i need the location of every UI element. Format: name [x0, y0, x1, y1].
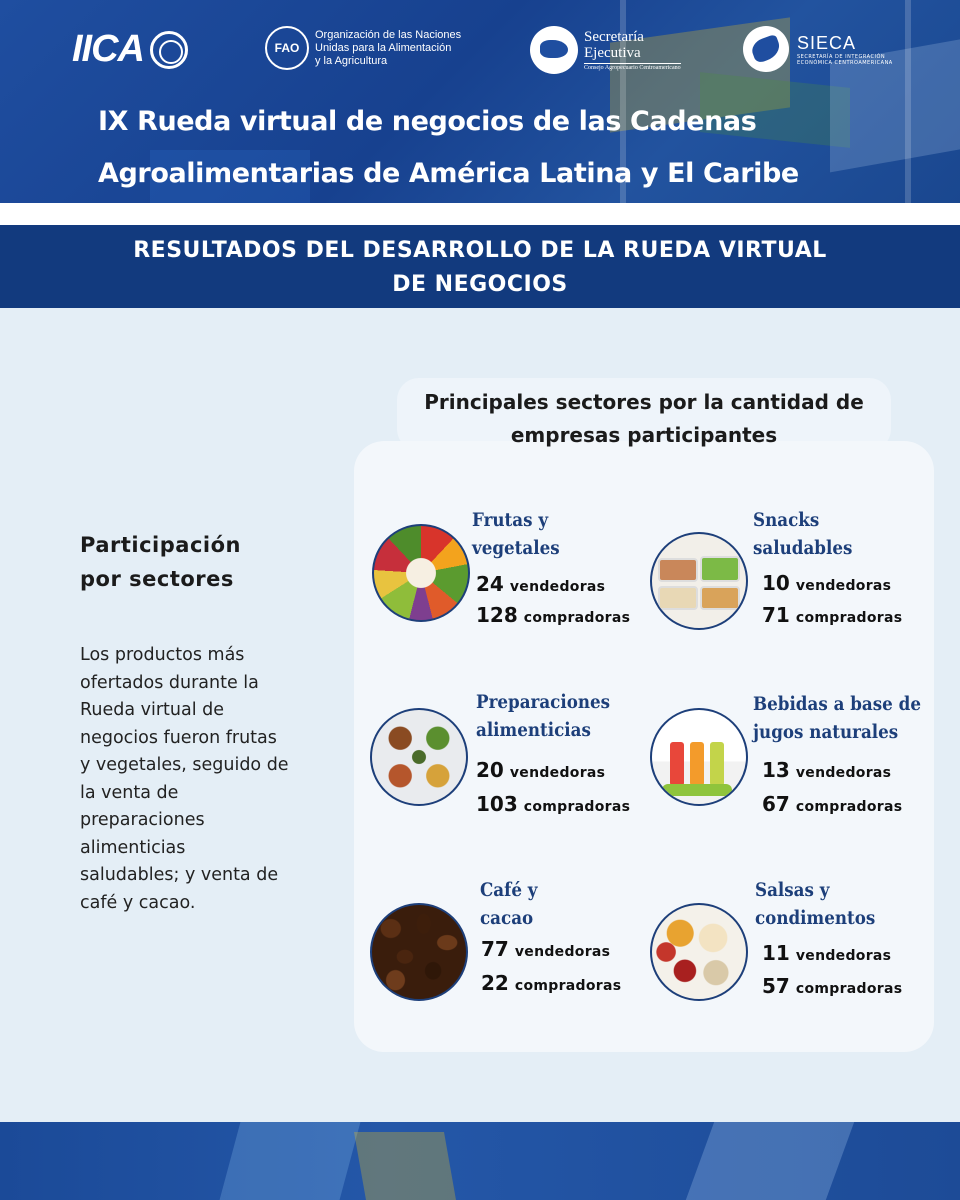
header-banner: [0, 0, 960, 203]
panel-title: Principales sectores por la cantidad de empresas participantes: [424, 390, 864, 447]
vendedoras-stat: 13 vendedoras: [762, 758, 892, 782]
iica-logo: IICA: [72, 28, 188, 71]
healthy-snacks-photo: [650, 532, 748, 630]
footer-banner: [0, 1122, 960, 1200]
compradoras-stat: 57 compradoras: [762, 974, 903, 998]
sector-name: Snacks saludables: [753, 509, 853, 559]
sector-name: Salsas y condimentos: [755, 879, 876, 929]
sector-name: Bebidas a base de jugos naturales: [753, 693, 921, 743]
flag-background-decoration: [220, 1122, 361, 1200]
divider-strip: [0, 203, 960, 225]
flag-background-decoration: [354, 1132, 456, 1200]
section-description: Los productos más ofertados durante la Rueda virtual de negocios fueron frutas y vegetales, seguido de la venta de preparaciones alimenticias saludables; y venta de café y cacao.: [80, 645, 289, 913]
section-header-bar: RESULTADOS DEL DESARROLLO DE LA RUEDA VIRTUAL DE NEGOCIOS: [0, 225, 960, 308]
vendedoras-stat: 10 vendedoras: [762, 571, 892, 595]
compradoras-stat: 67 compradoras: [762, 792, 903, 816]
sector-name: Frutas y vegetales: [472, 509, 560, 559]
fao-logo: FAO Organización de las Naciones Unidas para la Alimentación y la Agricultura: [265, 26, 461, 70]
compradoras-stat: 22 compradoras: [481, 971, 622, 995]
compradoras-stat: 103 compradoras: [476, 792, 631, 816]
central-america-map-icon: [743, 26, 789, 72]
secretaria-ejecutiva-logo: Secretaría Ejecutiva Consejo Agropecuario Centroamericano: [530, 26, 681, 74]
food-preparations-photo: [370, 708, 468, 806]
sector-name: Preparaciones alimenticias: [476, 691, 611, 741]
compradoras-stat: 71 compradoras: [762, 603, 903, 627]
fruits-vegetables-photo: [372, 524, 470, 622]
vendedoras-stat: 11 vendedoras: [762, 941, 892, 965]
flag-background-decoration: [686, 1122, 854, 1200]
seal-icon: [530, 26, 578, 74]
participation-section: [80, 528, 290, 917]
fao-emblem-icon: FAO: [265, 26, 309, 70]
vendedoras-stat: 24 vendedoras: [476, 572, 606, 596]
natural-juices-photo: [650, 708, 748, 806]
coffee-beans-photo: [370, 903, 468, 1001]
vendedoras-stat: 77 vendedoras: [481, 937, 611, 961]
page-title: IX Rueda virtual de negocios de las Cadenas Agroalimentarias de América Latina y El Caribe: [98, 106, 799, 189]
vendedoras-stat: 20 vendedoras: [476, 758, 606, 782]
partner-logos: [0, 22, 960, 78]
compradoras-stat: 128 compradoras: [476, 603, 631, 627]
sector-name: Café y cacao: [480, 879, 538, 929]
sieca-logo: SIECA SECRETARÍA DE INTEGRACIÓN ECONÓMICA CENTROAMERICANA: [743, 26, 893, 72]
globe-icon: [150, 31, 188, 69]
section-title: Participación por sectores: [80, 533, 241, 591]
sauces-condiments-photo: [650, 903, 748, 1001]
